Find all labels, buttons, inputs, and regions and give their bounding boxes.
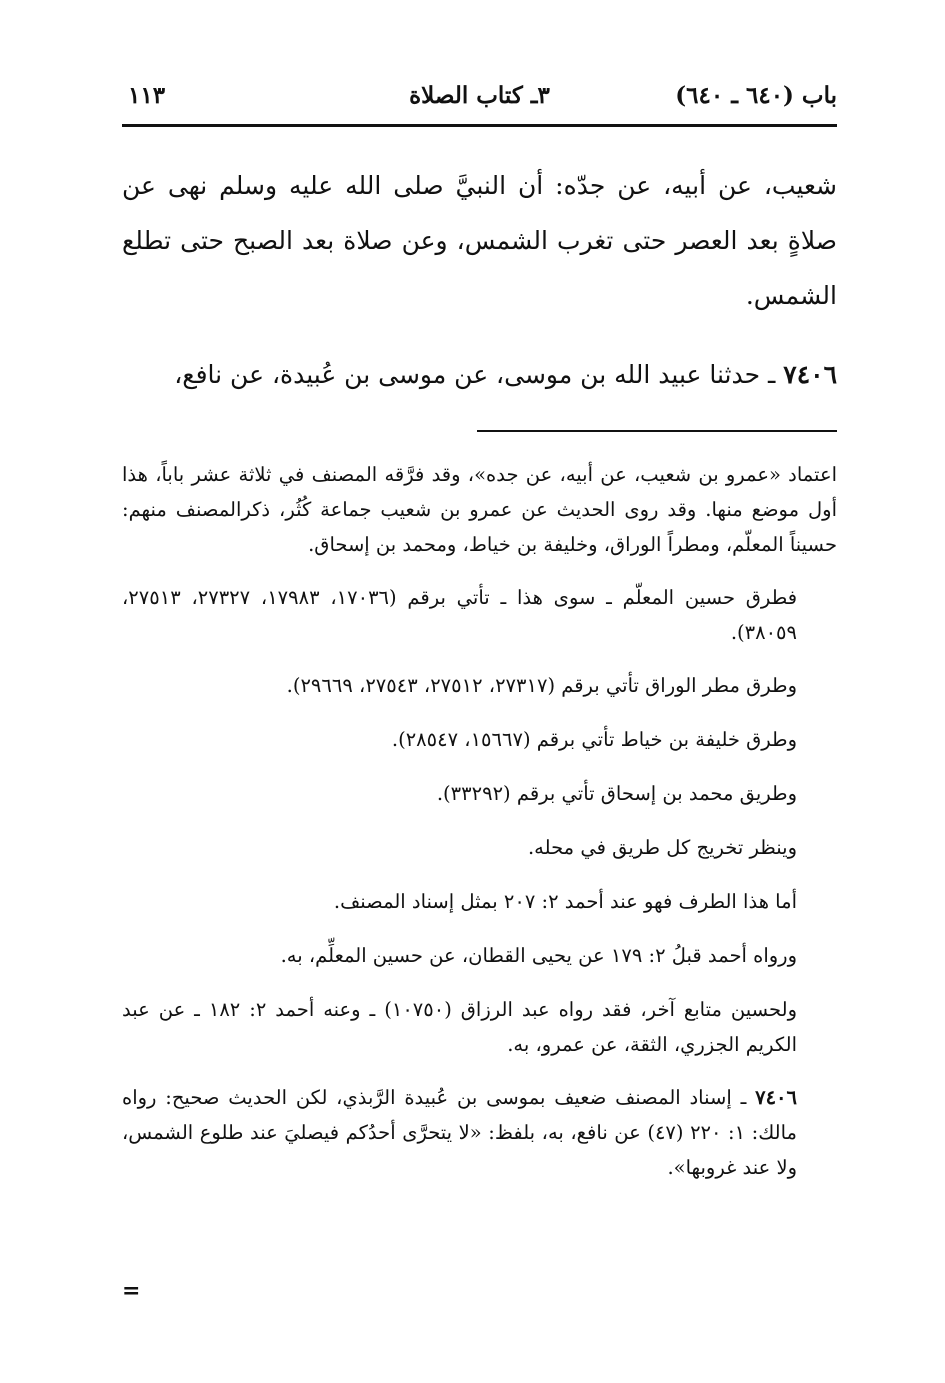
- page-header: [122, 82, 837, 122]
- hadith-text: ـ حدثنا عبيد الله بن موسى، عن موسى بن عُبيدة، عن نافع،: [174, 360, 776, 389]
- book-title: ٣ـ كتاب الصلاة: [409, 82, 550, 109]
- note-hadith-text: ـ إسناد المصنف ضعيف بموسى بن عُبيدة الرَّبذي، لكن الحديث صحيح: رواه مالك: ١: ٢٢٠ (٤٧) عن نافع، به، بلفظ: «لا يتحرَّى أحدُكم فيصليَ عند طلوع الشمس، ولا عند غروبها».: [122, 1086, 797, 1179]
- note-paragraph: ولحسين متابع آخر، فقد رواه عبد الرزاق (١٠٧٥٠) ـ وعنه أحمد ٢: ١٨٢ ـ عن عبد الكريم الجزري، الثقة، عن عمرو، به.: [122, 998, 797, 1056]
- section-title: باب (٦٤٠ ـ ٦٤٠): [675, 82, 837, 109]
- page-number: ١١٣: [128, 82, 166, 109]
- note-paragraph: فطرق حسين المعلّم ـ سوى هذا ـ تأتي برقم (١٧٠٣٦، ١٧٩٨٣، ٢٧٣٢٧، ٢٧٥١٣، ٣٨٠٥٩).: [122, 586, 798, 644]
- footnotes: [122, 457, 837, 1203]
- continuation-mark: =: [122, 1278, 141, 1304]
- hadith-paragraph: [122, 347, 837, 402]
- note-paragraph: [122, 1080, 837, 1185]
- note-hadith-number: ٧٤٠٦: [755, 1086, 798, 1109]
- note-paragraph: ورواه أحمد قبلُ ٢: ١٧٩ عن يحيى القطان، عن حسين المعلِّم، به.: [280, 944, 797, 967]
- note-paragraph: اعتماد «عمرو بن شعيب، عن أبيه، عن جده»، وقد فرَّقه المصنف في ثلاثة عشر باباً، هذا أول موضع منها. وقد روى الحديث عن عمرو بن شعيب جماعة كُثُر، ذكرالمصنف منهم: حسيناً المعلّم، ومطراً الوراق، وخليفة بن خياط، ومحمد بن إسحاق.: [122, 463, 837, 556]
- note-paragraph: وطريق محمد بن إسحاق تأتي برقم (٣٣٢٩٢).: [436, 782, 797, 805]
- main-text: [122, 158, 837, 402]
- note-paragraph: وينظر تخريج كل طريق في محله.: [527, 836, 797, 859]
- note-paragraph: أما هذا الطرف فهو عند أحمد ٢: ٢٠٧ بمثل إسناد المصنف.: [333, 890, 797, 913]
- note-paragraph: وطرق خليفة بن خياط تأتي برقم (١٥٦٦٧، ٢٨٥٤٧).: [391, 728, 797, 751]
- header-rule: [122, 124, 837, 127]
- footnote-rule: [477, 430, 837, 432]
- note-paragraph: وطرق مطر الوراق تأتي برقم (٢٧٣١٧، ٢٧٥١٢، ٢٧٥٤٣، ٢٩٦٦٩).: [286, 674, 797, 697]
- hadith-number: ٧٤٠٦: [783, 360, 837, 389]
- main-paragraph: شعيب، عن أبيه، عن جدّه: أن النبيَّ صلى الله عليه وسلم نهى عن صلاةٍ بعد العصر حتى تغرب الشمس، وعن صلاة بعد الصبح حتى تطلع الشمس.: [122, 171, 837, 310]
